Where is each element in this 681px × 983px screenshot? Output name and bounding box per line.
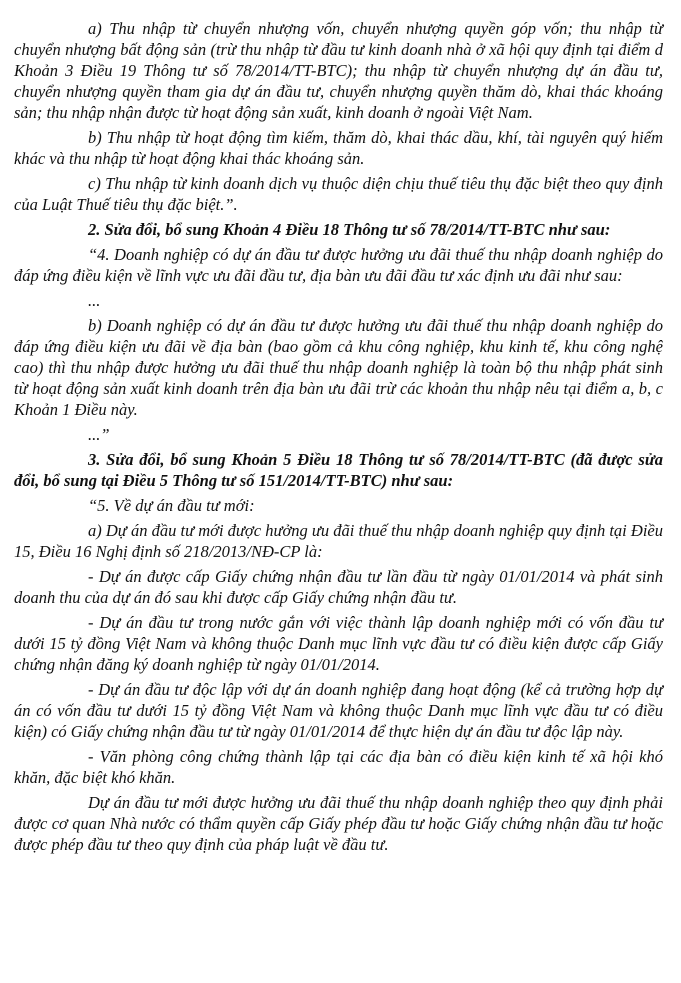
bullet-item-4: - Văn phòng công chứng thành lập tại các địa bàn có điều kiện kinh tế xã hội khó khăn, đặc biệt khó khăn. bbox=[14, 747, 663, 787]
bullet-item-3: - Dự án đầu tư độc lập với dự án doanh nghiệp đang hoạt động (kể cả trường hợp dự án có vốn đầu tư dưới 15 tỷ đồng Việt Nam và không thuộc Danh mục lĩnh vực đầu tư có điều kiện) có Giấy chứng nhận đầu tư từ ngày 01/01/2014 để thực hiện dự án đầu tư độc lập này. bbox=[14, 680, 663, 741]
paragraph-4b: b) Doanh nghiệp có dự án đầu tư được hưởng ưu đãi thuế thu nhập doanh nghiệp do đáp ứng điều kiện ưu đãi về địa bàn (bao gồm cả khu công nghiệp, khu kinh tế, khu công nghệ cao) thì thu nhập được hưởng ưu đãi thuế thu nhập doanh nghiệp là toàn bộ thu nhập phát sinh từ hoạt động sản xuất kinh doanh trên địa bàn ưu đãi trừ các khoản thu nhập nêu tại điểm a, b, c Khoản 1 Điều này. bbox=[14, 316, 663, 419]
paragraph-clause-4: “4. Doanh nghiệp có dự án đầu tư được hưởng ưu đãi thuế thu nhập doanh nghiệp do đáp ứng điều kiện về lĩnh vực ưu đãi đầu tư, địa bàn ưu đãi đầu tư xác định ưu đãi như sau: bbox=[14, 245, 663, 285]
paragraph-5a: a) Dự án đầu tư mới được hưởng ưu đãi thuế thu nhập doanh nghiệp quy định tại Điều 15, Điều 16 Nghị định số 218/2013/NĐ-CP là: bbox=[14, 521, 663, 561]
paragraph-2a: a) Thu nhập từ chuyển nhượng vốn, chuyển nhượng quyền góp vốn; thu nhập từ chuyển nhượng bất động sản (trừ thu nhập từ đầu tư kinh doanh nhà ở xã hội quy định tại điểm d Khoản 3 Điều 19 Thông tư số 78/2014/TT-BTC); thu nhập từ chuyển nhượng dự án đầu tư, chuyển nhượng quyền tham gia dự án đầu tư, chuyển nhượng quyền thăm dò, khai thác khoáng sản; thu nhập nhận được từ hoạt động sản xuất, kinh doanh ở ngoài Việt Nam. bbox=[14, 19, 663, 122]
paragraph-clause-5: “5. Về dự án đầu tư mới: bbox=[88, 496, 255, 515]
ellipsis-2: ...” bbox=[88, 425, 110, 444]
paragraph-2c: c) Thu nhập từ kinh doanh dịch vụ thuộc diện chịu thuế tiêu thụ đặc biệt theo quy định của Luật Thuế tiêu thụ đặc biệt.”. bbox=[14, 174, 663, 214]
section-heading-2: 2. Sửa đổi, bổ sung Khoản 4 Điều 18 Thông tư số 78/2014/TT-BTC như sau: bbox=[88, 220, 611, 239]
section-heading-3: 3. Sửa đổi, bổ sung Khoản 5 Điều 18 Thông tư số 78/2014/TT-BTC (đã được sửa đổi, bổ sung tại Điều 5 Thông tư số 151/2014/TT-BTC) như sau: bbox=[14, 450, 663, 490]
bullet-item-2: - Dự án đầu tư trong nước gắn với việc thành lập doanh nghiệp mới có vốn đầu tư dưới 15 tỷ đồng Việt Nam và không thuộc Danh mục lĩnh vực đầu tư có điều kiện được cấp Giấy chứng nhận đăng ký doanh nghiệp từ ngày 01/01/2014. bbox=[14, 613, 663, 674]
ellipsis-1: ... bbox=[88, 291, 101, 310]
bullet-item-1: - Dự án được cấp Giấy chứng nhận đầu tư lần đầu từ ngày 01/01/2014 và phát sinh doanh thu của dự án đó sau khi được cấp Giấy chứng nhận đầu tư. bbox=[14, 567, 663, 607]
paragraph-closing: Dự án đầu tư mới được hưởng ưu đãi thuế thu nhập doanh nghiệp theo quy định phải được cơ quan Nhà nước có thẩm quyền cấp Giấy phép đầu tư hoặc Giấy chứng nhận đầu tư hoặc được phép đầu tư theo quy định của pháp luật về đầu tư. bbox=[14, 793, 663, 854]
paragraph-2b: b) Thu nhập từ hoạt động tìm kiếm, thăm dò, khai thác dầu, khí, tài nguyên quý hiếm khác và thu nhập từ hoạt động khai thác khoáng sản. bbox=[14, 128, 663, 168]
